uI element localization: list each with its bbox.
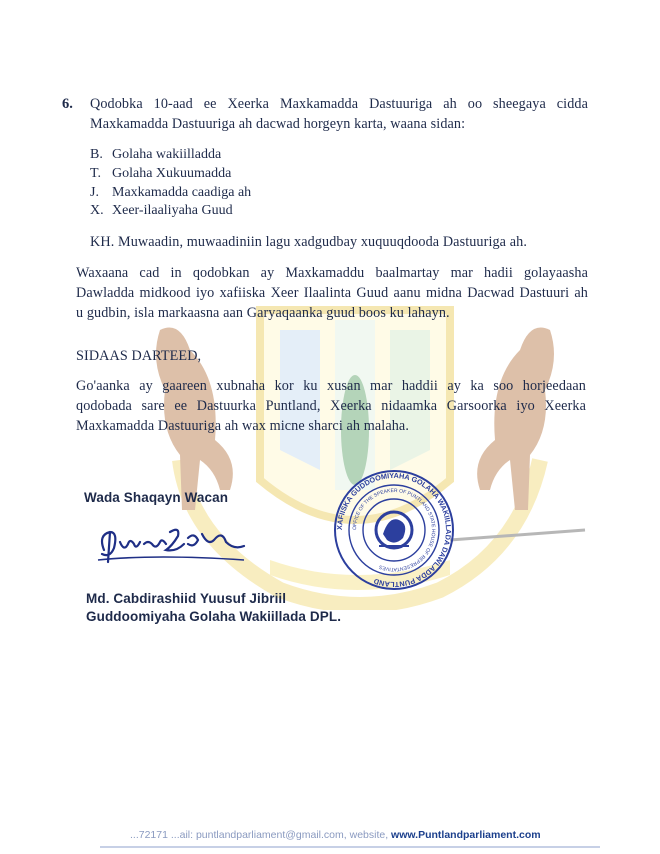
item6-line2: Maxkamadda Dastuuriga ah dacwad horgeyn karta, waana sidan: [90, 116, 466, 132]
handwritten-signature [96, 520, 246, 570]
list-letter: T. [90, 166, 102, 181]
list-item: Golaha wakiilladda [112, 147, 222, 162]
closing-text: Wada Shaqayn Wacan [84, 490, 229, 505]
stamp-inner-text: OFFICE OF THE SPEAKER OF PUNTLAND STATE HOUSE OF REPRESENTATIVES [351, 487, 437, 573]
signatory-name: Md. Cabdirashiid Yuusuf Jibriil [86, 591, 287, 606]
item-number: 6. [62, 96, 73, 112]
list-item: Maxkamadda caadiga ah [112, 185, 252, 200]
footer-contact [130, 829, 600, 847]
footer-website-link[interactable]: www.Puntlandparliament.com [391, 829, 541, 841]
kh-line: KH. Muwaadin, muwaadiniin lagu xadgudbay xuquuqdooda Dastuuriga ah. [90, 234, 527, 250]
list-letter: X. [90, 203, 104, 218]
list-item: Xeer-ilaaliyaha Guud [112, 203, 233, 218]
list-item: Golaha Xukuumadda [112, 166, 232, 181]
para2-line2: Dawladda midkood iyo xafiiska Xeer Ilaalinta Guud aanu midna Dacwad Dastuuri ah [76, 285, 588, 301]
official-stamp [333, 468, 455, 592]
list-letter: J. [90, 185, 99, 200]
item6-line1: Qodobka 10-aad ee Xeerka Maxkamadda Dastuuriga ah oo sheegaya cidda [90, 96, 588, 112]
para2-line1: Waxaana cad in qodobkan ay Maxkamaddu baalmartay mar hadii golayaasha [76, 265, 588, 281]
para2-line3: u gudbin, isla markaasna aan Garyaqaanka guud boos ku lahayn. [76, 305, 450, 321]
footer-divider [100, 846, 600, 848]
conclusion-line2: qodobada sare ee Dastuurka Puntland, Xeerka nidaamka Garsoorka iyo Xeerka [76, 398, 586, 414]
conclusion-line3: Maxkamadda Dastuuriga ah wax micne sharci ah malaha. [76, 418, 409, 434]
footer-contact-text: ...72171 ...ail: puntlandparliament@gmail.com, website, [130, 829, 392, 841]
sidaas-heading: SIDAAS DARTEED, [76, 348, 202, 364]
stamp-outer-text: XAFIISKA GUDDOOMIYAHA GOLAHA WAKIILLADA DAWLADDA PUNTLAND [334, 470, 454, 590]
list-letter: B. [90, 147, 103, 162]
signatory-title: Guddoomiyaha Golaha Wakiillada DPL. [86, 609, 342, 624]
conclusion-line1: Go'aanka ay gaareen xubnaha kor ku xusan mar haddii ay ka soo horjeedaan [76, 378, 586, 394]
